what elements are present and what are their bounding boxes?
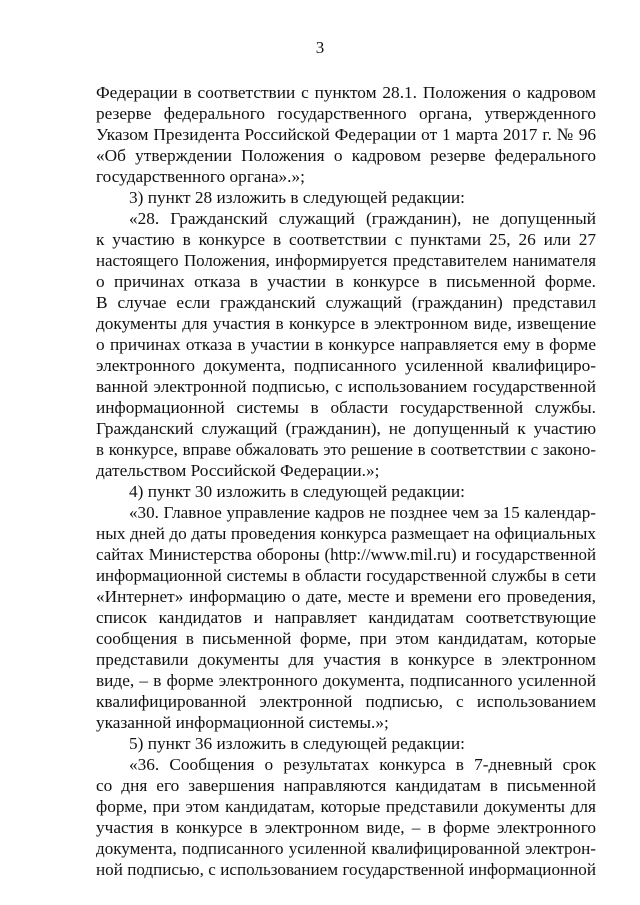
text-line: 3) пункт 28 изложить в следующей редакции: (129, 188, 465, 207)
text-line: со дня его завершения направляются кандидатам в письменной (96, 776, 596, 795)
text-line: В случае если гражданский служащий (гражданин) представил (96, 293, 596, 312)
text-line: государственного органа».»; (96, 167, 305, 186)
text-line: настоящего Положения, информируется представителем нанимателя (96, 251, 596, 270)
text-line: форме, при этом кандидатам, которые представили документы для (96, 797, 596, 816)
text-line: ванной электронной подписью, с использованием государственной (96, 377, 596, 396)
text-line: список кандидатов и направляет кандидатам соответствующие (96, 608, 596, 627)
text-line: 5) пункт 36 изложить в следующей редакции: (129, 734, 465, 753)
text-line: сайтах Министерства обороны (http://www.mil.ru) и государственной (96, 545, 596, 564)
text-line: представили документы для участия в конкурсе в электронном (96, 650, 596, 669)
text-line: указанной информационной системы.»; (96, 713, 389, 732)
text-line: «Интернет» информацию о дате, месте и времени его проведения, (96, 587, 596, 606)
text-line: дательством Российской Федерации.»; (96, 461, 380, 480)
text-line: Федерации в соответствии с пунктом 28.1. Положения о кадровом (96, 83, 596, 102)
text-line: о причинах отказа в участии в конкурсе направляется ему в форме (96, 335, 596, 354)
text-line: информационной системы в области государственной службы. (96, 398, 596, 417)
page-number: 3 (315, 38, 325, 57)
text-line: «28. Гражданский служащий (гражданин), не допущенный (129, 209, 596, 228)
text-line: ных дней до даты проведения конкурса размещает на официальных (96, 524, 596, 543)
text-line: электронного документа, подписанного усиленной квалифициро- (96, 356, 596, 375)
text-line: к участию в конкурсе в соответствии с пунктами 25, 26 или 27 (96, 230, 596, 249)
text-line: «36. Сообщения о результатах конкурса в 7-дневный срок (129, 755, 596, 774)
text-line: Гражданский служащий (гражданин), не допущенный к участию (96, 419, 596, 438)
text-line: резерве федерального государственного органа, утвержденного (96, 104, 596, 123)
text-line: виде, – в форме электронного документа, подписанного усиленной (96, 671, 596, 690)
text-line: сообщения в письменной форме, при этом кандидатам, которые (96, 629, 596, 648)
text-line: Указом Президента Российской Федерации от 1 марта 2017 г. № 96 (96, 125, 596, 144)
text-line: «Об утверждении Положения о кадровом резерве федерального (96, 146, 596, 165)
text-line: 4) пункт 30 изложить в следующей редакции: (129, 482, 465, 501)
text-line: информационной системы в области государственной службы в сети (96, 566, 596, 585)
text-line: квалифицированной электронной подписью, с использованием (96, 692, 596, 711)
text-line: о причинах отказа в участии в конкурсе в письменной форме. (96, 272, 596, 291)
text-line: «30. Главное управление кадров не позднее чем за 15 календар- (129, 503, 596, 522)
text-line: документа, подписанного усиленной квалифицированной электрон- (96, 839, 596, 858)
text-line: участия в конкурсе в электронном виде, – в форме электронного (96, 818, 596, 837)
text-line: ной подписью, с использованием государственной информационной (96, 860, 596, 879)
text-line: документы для участия в конкурсе в электронном виде, извещение (96, 314, 596, 333)
text-line: в конкурсе, вправе обжаловать это решение в соответствии с законо- (96, 440, 596, 459)
